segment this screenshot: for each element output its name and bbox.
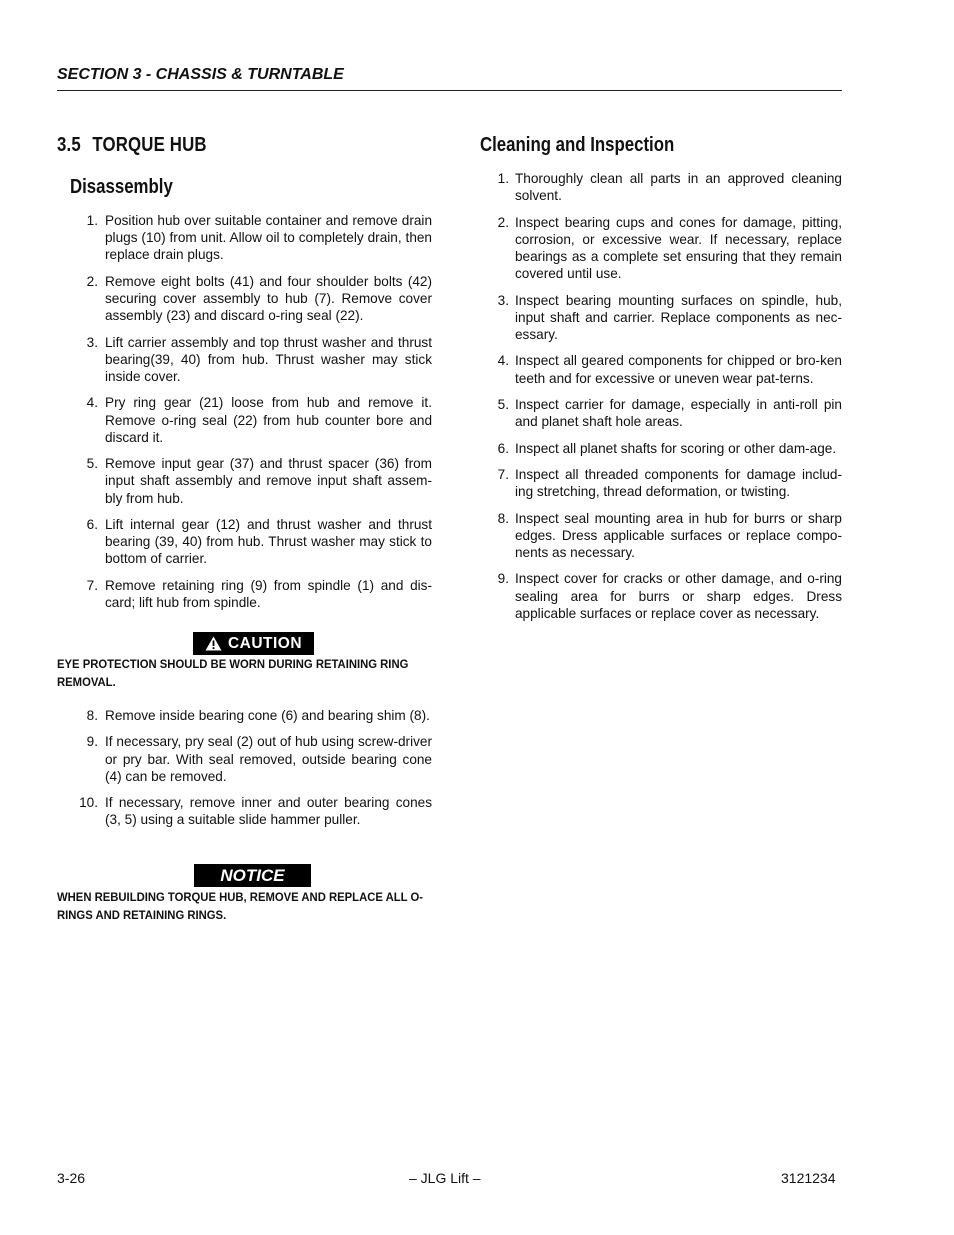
step-number: 5. [86,456,98,472]
step-number: 4. [497,353,509,369]
page-number: 3-26 [57,1170,86,1186]
step-text: Inspect bearing mounting surfaces on spindle, hub, input shaft and carrier. Replace components as nec-essary. [515,292,842,342]
list-item [57,394,432,446]
step-number: 7. [497,466,509,482]
footer-brand: – JLG Lift – [409,1170,481,1186]
section-heading [57,133,207,157]
step-text: Lift carrier assembly and top thrust washer and thrust bearing(39, 40) from hub. Thrust washer may stick inside cover. [105,334,432,384]
caution-text: EYE PROTECTION SHOULD BE WORN DURING RETAINING RING REMOVAL. [57,657,409,689]
list-item [57,733,432,785]
step-text: Remove eight bolts (41) and four shoulder bolts (42) securing cover assembly to hub (7). Remove cover assembly (23) and discard o-ring seal (22). [105,273,432,324]
list-item [480,292,842,344]
step-text: Remove retaining ring (9) from spindle (1) and dis-card; lift hub from spindle. [105,577,432,610]
document-number: 3121234 [781,1170,836,1186]
step-text: Inspect bearing cups and cones for damage, pitting, corrosion, or excessive wear. If necessary, replace bearings as a complete set ensuring that they remain covered until use. [515,214,842,282]
list-item [57,794,432,828]
caution-label: CAUTION [227,634,303,652]
list-item [480,510,842,562]
list-item [57,212,432,264]
list-item [480,214,842,283]
disassembly-heading: Disassembly [70,175,173,198]
step-number: 1. [497,171,509,186]
step-text: Pry ring gear (21) loose from hub and remove it. Remove o-ring seal (22) from hub counter bore and discard it. [105,395,432,445]
cleaning-steps [480,170,842,631]
step-number: 7. [86,577,98,593]
list-item [57,334,432,386]
notice-label: NOTICE [220,865,285,885]
step-number: 3. [497,292,509,308]
step-number: 6. [497,440,509,456]
step-number: 9. [497,571,509,587]
step-text: If necessary, pry seal (2) out of hub using screw-driver or pry bar. With seal removed, outside bearing cone (4) can be removed. [105,734,432,784]
step-text: Remove input gear (37) and thrust spacer (36) from input shaft assembly and remove input shaft assem-bly from hub. [105,456,432,506]
list-item [480,170,842,204]
step-text: Inspect carrier for damage, especially in anti-roll pin and planet shaft hole areas. [515,396,842,430]
step-number: 6. [86,516,98,532]
step-text: Inspect cover for cracks or other damage, and o-ring sealing area for burrs or sharp edges. Dress applicable surfaces or replace cover as necessary. [515,571,842,621]
list-item [57,516,432,568]
step-text: Remove inside bearing cone (6) and bearing shim (8). [105,708,430,723]
step-number: 2. [86,273,98,289]
step-number: 9. [86,734,98,750]
step-number: 1. [86,213,98,228]
section-header: SECTION 3 - CHASSIS & TURNTABLE [57,66,344,83]
step-number: 2. [497,214,509,230]
caution-sign [193,632,314,655]
section-number: 3.5 [57,133,81,156]
step-text: Lift internal gear (12) and thrust washer and thrust bearing (39, 40) from hub. Thrust washer may stick to bottom of carrier. [105,516,432,567]
list-item [480,570,842,622]
step-number: 4. [86,395,98,411]
section-title: TORQUE HUB [92,133,207,156]
disassembly-steps-part-2 [57,707,432,838]
step-number: 8. [497,510,509,526]
step-text: Inspect seal mounting area in hub for burrs or sharp edges. Dress applicable surfaces or replace compo-nents as necessary. [515,510,842,560]
list-item [480,466,842,500]
step-text: Inspect all threaded components for damage includ-ing stretching, thread deformation, or twisting. [515,466,842,500]
header-rule [57,90,842,91]
list-item [480,396,842,430]
cleaning-heading: Cleaning and Inspection [480,133,675,156]
step-text: If necessary, remove inner and outer bearing cones (3, 5) using a suitable slide hammer puller. [105,795,432,828]
list-item [57,273,432,325]
step-number: 3. [86,334,98,350]
step-number: 10. [79,795,98,811]
disassembly-steps-part-1 [57,212,432,620]
list-item [57,707,432,724]
list-item [57,577,432,611]
step-number: 8. [86,708,98,723]
list-item [480,352,842,386]
warning-triangle-icon [205,636,222,651]
list-item [480,440,842,457]
step-text: Inspect all planet shafts for scoring or other dam-age. [515,440,837,456]
step-number: 5. [497,396,509,412]
step-text: Position hub over suitable container and remove drain plugs (10) from unit. Allow oil to completely drain, then replace drain plugs. [105,213,432,263]
notice-sign [194,864,311,887]
step-text: Thoroughly clean all parts in an approved cleaning solvent. [515,171,842,204]
step-text: Inspect all geared components for chipped or bro-ken teeth and for excessive or uneven wear pat-terns. [515,353,842,386]
list-item [57,455,432,507]
notice-text: WHEN REBUILDING TORQUE HUB, REMOVE AND REPLACE ALL O-RINGS AND RETAINING RINGS. [57,890,423,922]
